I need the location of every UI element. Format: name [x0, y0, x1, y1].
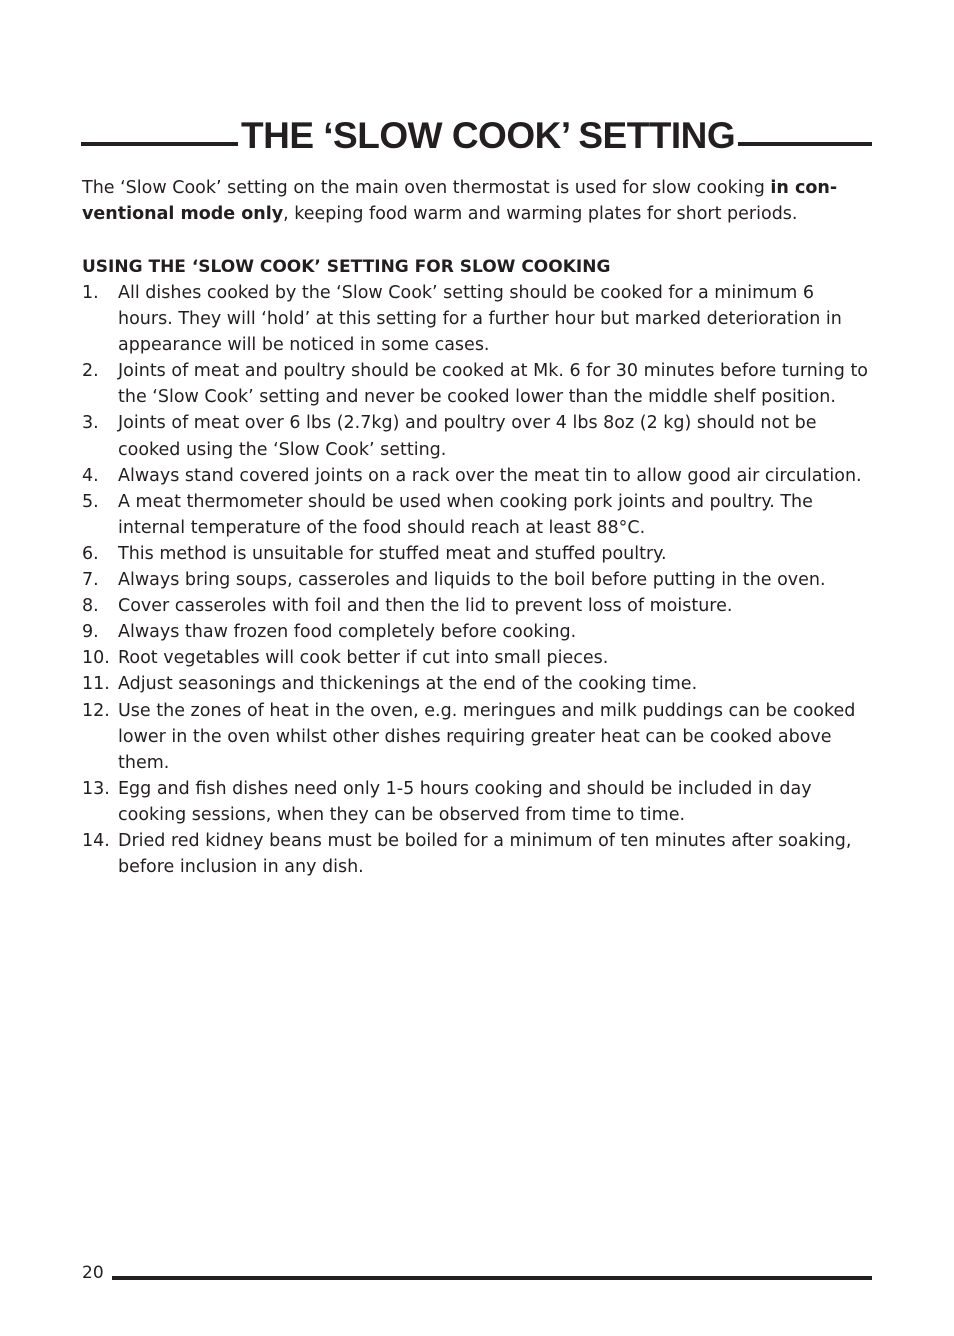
- step-text: Joints of meat and poultry should be cooked at Mk. 6 for 30 minutes before turning to the ‘Slow Cook’ setting and never be cooked lower than the middle shelf position.: [118, 361, 869, 408]
- step-text: Egg and fish dishes need only 1-5 hours cooking and should be included in day cooking sessions, when they can be observed from time to time.: [118, 778, 812, 825]
- step-number: 11.: [82, 674, 110, 695]
- step-text: Use the zones of heat in the oven, e.g. meringues and milk puddings can be cooked lower in the oven whilst other dishes requiring greater heat can be cooked above them.: [118, 700, 856, 773]
- title-rule-left: [81, 142, 238, 146]
- section-heading: USING THE ‘SLOW COOK’ SETTING FOR SLOW COOKING: [82, 257, 611, 277]
- list-item: [82, 828, 872, 880]
- step-text: All dishes cooked by the ‘Slow Cook’ setting should be cooked for a minimum 6 hours. They will ‘hold’ at this setting for a further hour but marked deterioration in appearance will be noticed in some cases.: [118, 283, 842, 356]
- list-item: [82, 489, 872, 541]
- list-item: [82, 776, 872, 828]
- step-number: 5.: [82, 491, 99, 512]
- step-text: Always thaw frozen food completely before cooking.: [118, 622, 577, 643]
- step-number: 10.: [82, 648, 110, 669]
- page-title: THE ‘SLOW COOK’ SETTING: [241, 115, 736, 156]
- intro-bold-2: ventional mode only: [82, 204, 284, 224]
- list-item: [82, 671, 872, 697]
- step-number: 7.: [82, 570, 99, 591]
- step-number: 8.: [82, 596, 99, 617]
- step-number: 12.: [82, 700, 110, 721]
- list-item: [82, 280, 872, 358]
- title-rule-right: [738, 142, 872, 146]
- step-text: Cover casseroles with foil and then the lid to prevent loss of moisture.: [118, 596, 733, 617]
- step-text: Always bring soups, casseroles and liquids to the boil before putting in the oven.: [118, 570, 826, 591]
- step-text: A meat thermometer should be used when cooking pork joints and poultry. The internal temperature of the food should reach at least 88°C.: [118, 491, 813, 538]
- intro-text-2: , keeping food warm and warming plates for short periods.: [283, 204, 798, 224]
- step-number: 6.: [82, 543, 99, 564]
- step-number: 13.: [82, 778, 110, 799]
- step-text: Root vegetables will cook better if cut into small pieces.: [118, 648, 609, 669]
- footer-rule: [112, 1276, 872, 1280]
- step-number: 1.: [82, 283, 99, 303]
- list-item: [82, 358, 872, 410]
- list-item: [82, 698, 872, 776]
- list-item: [82, 541, 872, 567]
- page-number: 20: [82, 1263, 104, 1283]
- steps-list: [82, 280, 872, 880]
- intro-text-1: The ‘Slow Cook’ setting on the main oven thermostat is used for slow cooking: [82, 178, 771, 198]
- step-number: 4.: [82, 465, 99, 486]
- step-text: Adjust seasonings and thickenings at the end of the cooking time.: [118, 674, 698, 695]
- step-text: This method is unsuitable for stuffed meat and stuffed poultry.: [118, 543, 667, 564]
- intro-paragraph: [82, 175, 872, 227]
- list-item: [82, 410, 872, 462]
- step-text: Dried red kidney beans must be boiled for a minimum of ten minutes after soaking, before inclusion in any dish.: [118, 830, 852, 878]
- step-number: 9.: [82, 622, 99, 643]
- step-number: 3.: [82, 413, 99, 434]
- list-item: [82, 619, 872, 645]
- intro-bold-1: in con-: [770, 178, 838, 198]
- title-row: [81, 112, 872, 160]
- page-footer: [82, 1260, 872, 1286]
- list-item: [82, 567, 872, 593]
- step-text: Always stand covered joints on a rack over the meat tin to allow good air circulation.: [118, 465, 862, 486]
- list-item: [82, 645, 872, 671]
- step-number: 14.: [82, 830, 110, 851]
- list-item: [82, 593, 872, 619]
- list-item: [82, 463, 872, 489]
- step-text: Joints of meat over 6 lbs (2.7kg) and poultry over 4 lbs 8oz (2 kg) should not be cooked using the ‘Slow Cook’ setting.: [118, 413, 817, 460]
- step-number: 2.: [82, 361, 99, 382]
